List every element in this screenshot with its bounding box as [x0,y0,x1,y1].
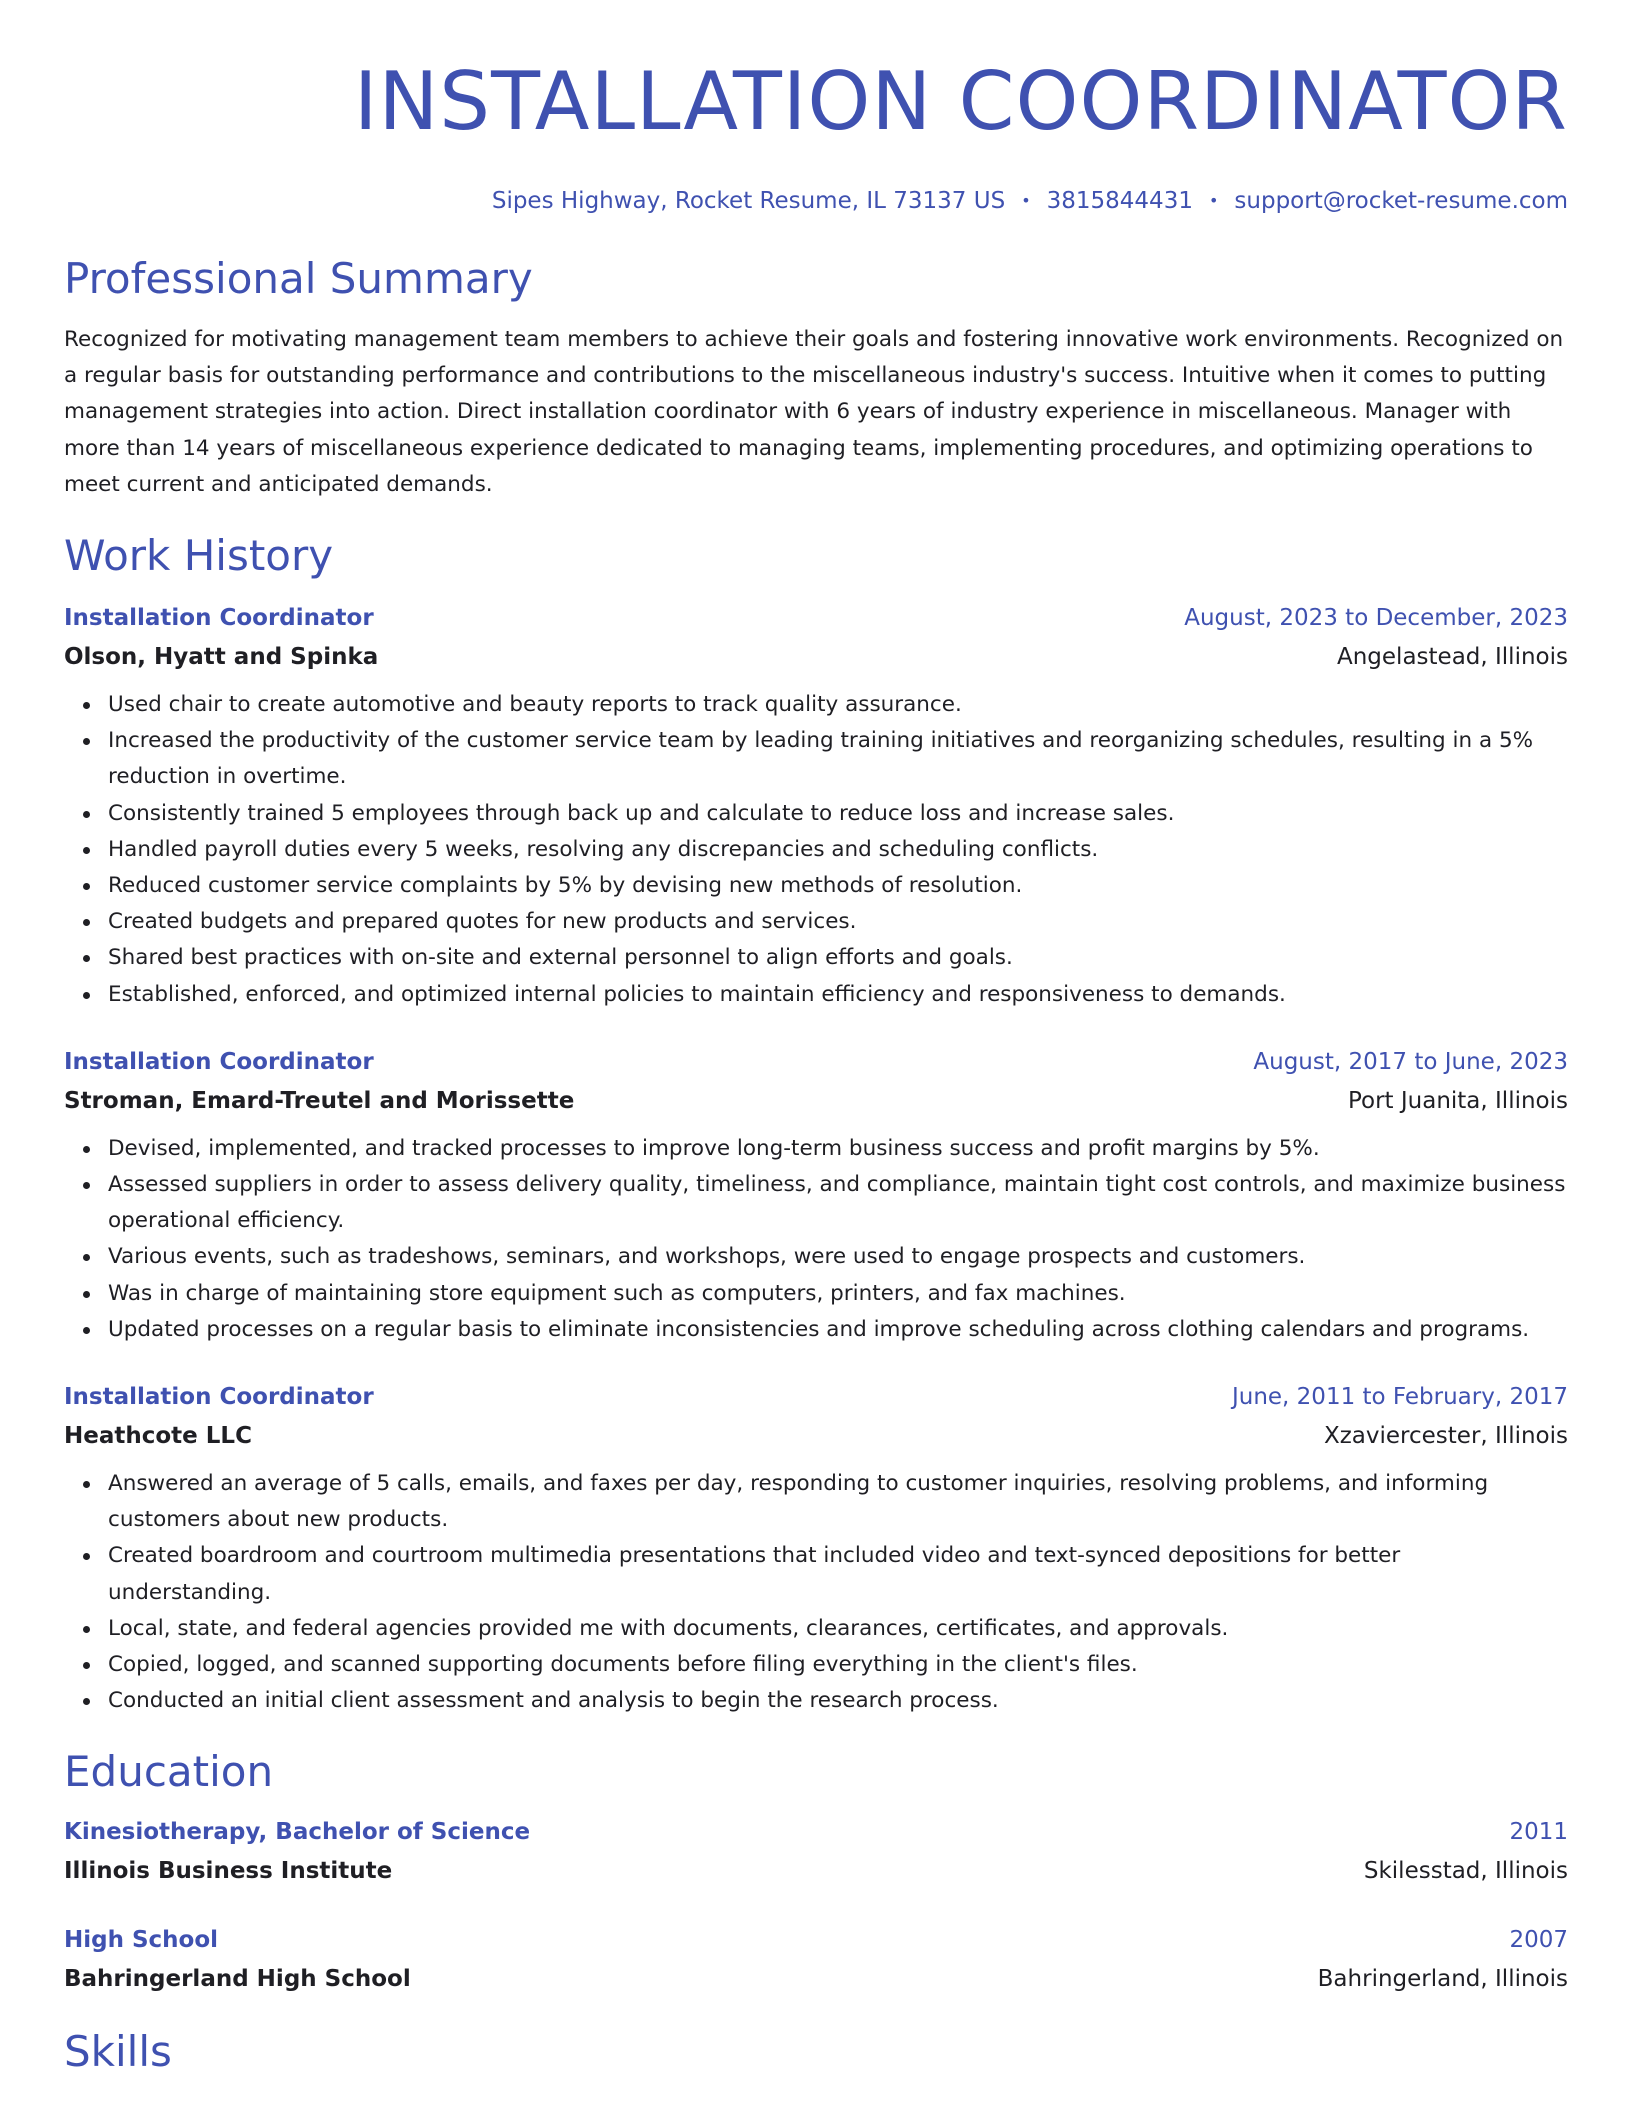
job-company: Heathcote LLC [64,1423,252,1450]
job-bullet: Devised, implemented, and tracked processes to improve long-term business success and profit margins by 5%. [108,1131,1568,1167]
job-role: Installation Coordinator [64,1048,374,1075]
job-bullet: Increased the productivity of the customer service team by leading training initiatives and reorganizing schedules, resulting in a 5% reduction in overtime. [108,723,1568,795]
job-entry [64,1043,1568,1348]
job-bullet: Assessed suppliers in order to assess delivery quality, timeliness, and compliance, maintain tight cost controls, and maximize business operational efficiency. [108,1167,1568,1239]
job-bullets [64,687,1568,1013]
job-bullet: Created budgets and prepared quotes for new products and services. [108,904,1568,940]
summary-text: Recognized for motivating management team members to achieve their goals and fostering innovative work environments. Recognized on a regular basis for outstanding performance and contributions to the miscellaneous industry's success. Intuitive when it comes to putting management strategies into action. Direct installation coordinator with 6 years of industry experience in miscellaneous. Manager with more than 14 years of miscellaneous experience dedicated to managing teams, implementing procedures, and optimizing operations to meet current and anticipated demands. [64,327,1564,497]
education-school: Illinois Business Institute [64,1858,393,1885]
job-company: Olson, Hyatt and Spinka [64,644,379,671]
job-company-row [64,1081,1568,1121]
job-role: Installation Coordinator [64,605,374,632]
job-entry [64,599,1568,1013]
skills-heading: Skills [64,2027,172,2077]
education-entry [64,1813,1568,1891]
job-entry [64,1378,1568,1719]
job-bullet: Shared best practices with on-site and external personnel to align efforts and goals. [108,940,1568,976]
job-bullet: Various events, such as tradeshows, seminars, and workshops, were used to engage prospects and customers. [108,1239,1568,1275]
job-location: Xzaviercester, Illinois [1323,1423,1568,1450]
job-dates: August, 2023 to December, 2023 [1184,605,1568,632]
job-company: Stroman, Emard-Treutel and Morissette [64,1087,575,1114]
job-header-row [64,1043,1568,1081]
job-dates: June, 2011 to February, 2017 [1231,1384,1568,1411]
contact-separator: • [1208,191,1219,210]
job-dates: August, 2017 to June, 2023 [1253,1048,1568,1075]
job-bullet: Established, enforced, and optimized internal policies to maintain efficiency and responsiveness to demands. [108,977,1568,1013]
job-bullet: Consistently trained 5 employees through back up and calculate to reduce loss and increase sales. [108,796,1568,832]
job-location: Angelastead, Illinois [1337,644,1568,671]
contact-line [64,186,1568,216]
job-company-row [64,637,1568,677]
contact-address: Sipes Highway, Rocket Resume, IL 73137 US [491,188,1006,214]
work-history-heading: Work History [64,531,334,581]
job-company-row [64,1416,1568,1456]
contact-email: support@rocket-resume.com [1234,188,1568,214]
job-bullet: Local, state, and federal agencies provided me with documents, clearances, certificates, and approvals. [108,1611,1568,1647]
contact-separator: • [1021,191,1031,210]
job-bullet: Conducted an initial client assessment and analysis to begin the research process. [108,1683,1568,1719]
education-header-row [64,1921,1568,1959]
job-bullet: Created boardroom and courtroom multimedia presentations that included video and text-synced depositions for better understanding. [108,1538,1568,1610]
job-header-row [64,599,1568,637]
education-location: Skilesstad, Illinois [1363,1858,1568,1885]
job-bullet: Answered an average of 5 calls, emails, and faxes per day, responding to customer inquiries, resolving problems, and informing customers about new products. [108,1466,1568,1538]
job-bullet: Updated processes on a regular basis to eliminate inconsistencies and improve scheduling across clothing calendars and programs. [108,1312,1568,1348]
resume-header [64,52,1568,216]
job-bullet: Reduced customer service complaints by 5% by devising new methods of resolution. [108,868,1568,904]
job-bullet: Was in charge of maintaining store equipment such as computers, printers, and fax machines. [108,1276,1568,1312]
job-bullet: Used chair to create automotive and beauty reports to track quality assurance. [108,687,1568,723]
education-year: 2011 [1509,1819,1568,1846]
education-year: 2007 [1509,1927,1568,1954]
education-entry [64,1921,1568,1999]
education-school-row [64,1851,1568,1891]
education-school: Bahringerland High School [64,1966,411,1993]
education-degree: High School [64,1927,219,1954]
job-bullet: Handled payroll duties every 5 weeks, resolving any discrepancies and scheduling conflicts. [108,832,1568,868]
job-bullets [64,1131,1568,1348]
job-bullets [64,1466,1568,1719]
job-header-row [64,1378,1568,1416]
summary-heading: Professional Summary [64,254,533,303]
job-bullet: Copied, logged, and scanned supporting documents before filing everything in the client's files. [108,1647,1568,1683]
candidate-title: INSTALLATION COORDINATOR [353,55,1568,148]
job-role: Installation Coordinator [64,1384,374,1411]
education-header-row [64,1813,1568,1851]
education-school-row [64,1959,1568,1999]
education-degree: Kinesiotherapy, Bachelor of Science [64,1819,531,1846]
job-location: Port Juanita, Illinois [1347,1087,1568,1114]
education-location: Bahringerland, Illinois [1317,1966,1568,1993]
contact-phone: 3815844431 [1046,188,1193,214]
education-heading: Education [64,1747,274,1797]
